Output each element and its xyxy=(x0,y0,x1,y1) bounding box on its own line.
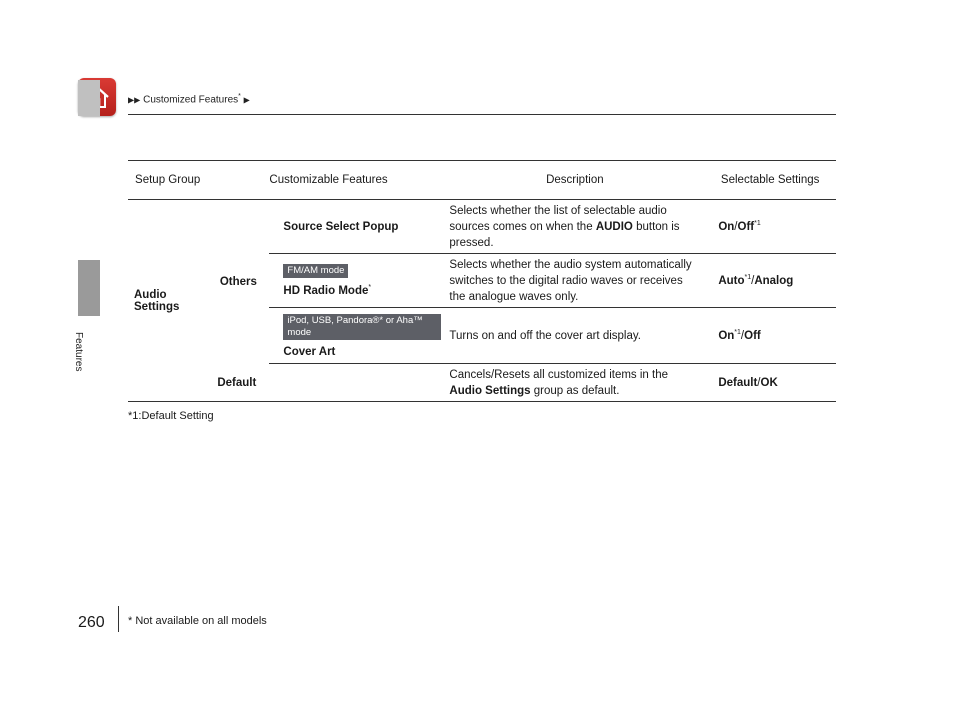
default-mark: *1 xyxy=(744,274,752,282)
feature-cell xyxy=(269,254,445,308)
settings-cell: On$^{*1}$/Off xyxy=(704,308,836,364)
description-cell: Selects whether the audio system automatically switches to the digital radio waves or receives the analogue waves only. xyxy=(445,254,704,308)
description-cell: Turns on and off the cover art display. xyxy=(445,308,704,364)
setting-option: Off xyxy=(744,329,761,342)
breadcrumb-label: Customized Features xyxy=(143,94,239,106)
page-number: 260 xyxy=(78,614,105,631)
desc-text: Cancels/Resets all customized items in the xyxy=(449,368,668,381)
setting-option: On xyxy=(718,329,735,342)
default-mark: *1 xyxy=(734,329,741,337)
side-tab-inactive xyxy=(78,80,100,116)
default-mark: *1 xyxy=(754,220,761,228)
breadcrumb-mark: * xyxy=(238,93,241,100)
setting-option: Default xyxy=(718,376,758,389)
feature-source-select-popup: Source Select Popup xyxy=(269,200,445,254)
availability-note: * Not available on all models xyxy=(128,615,267,627)
mode-badge: FM/AM mode xyxy=(283,264,348,278)
settings-cell: On/Off$^{*1}$ xyxy=(704,200,836,254)
setting-option: Auto xyxy=(718,274,745,287)
setting-option: On xyxy=(718,220,735,233)
subgroup-cell: Others xyxy=(219,275,257,288)
breadcrumb-arrow-icon: ▶▶ xyxy=(128,95,141,105)
setting-option: Analog xyxy=(754,274,794,287)
customization-table xyxy=(128,160,836,402)
col-header-settings: Selectable Settings xyxy=(704,161,836,200)
col-header-feature: Customizable Features xyxy=(269,161,445,200)
desc-bold: AUDIO xyxy=(595,220,633,233)
settings-cell: Auto$^{*1}$/Analog xyxy=(704,254,836,308)
setting-option: Off xyxy=(737,220,755,233)
col-header-description: Description xyxy=(445,161,704,200)
desc-text: button is pressed. xyxy=(449,220,680,249)
side-tab-label: Features xyxy=(73,332,84,372)
feature-cell xyxy=(269,308,445,364)
col-header-spacer xyxy=(207,161,269,200)
setting-option: OK xyxy=(760,376,778,389)
mode-badge: iPod, USB, Pandora®* or Aha™ mode xyxy=(283,314,441,340)
desc-text: Selects whether the list of selectable audio sources comes on when the xyxy=(449,204,667,233)
feature-hd-radio-mode: HD Radio Mode xyxy=(283,284,369,297)
feature-mark: * xyxy=(368,284,372,292)
feature-cover-art: Cover Art xyxy=(283,345,336,358)
desc-bold: Audio Settings xyxy=(449,384,531,397)
description-cell xyxy=(445,200,704,254)
desc-text: group as default. xyxy=(533,384,620,397)
side-tab-active xyxy=(78,260,100,316)
feature-default: Default xyxy=(207,364,445,402)
description-cell xyxy=(445,364,704,402)
group-cell: Audio Settings xyxy=(128,200,207,402)
footnote: *1:Default Setting xyxy=(128,410,214,422)
settings-cell: Default/OK xyxy=(704,364,836,402)
header-rule xyxy=(128,114,836,115)
col-header-group: Setup Group xyxy=(128,161,207,200)
breadcrumb[interactable] xyxy=(128,93,250,105)
breadcrumb-arrow-icon: ▶ xyxy=(243,95,250,105)
bottom-divider xyxy=(118,606,119,632)
